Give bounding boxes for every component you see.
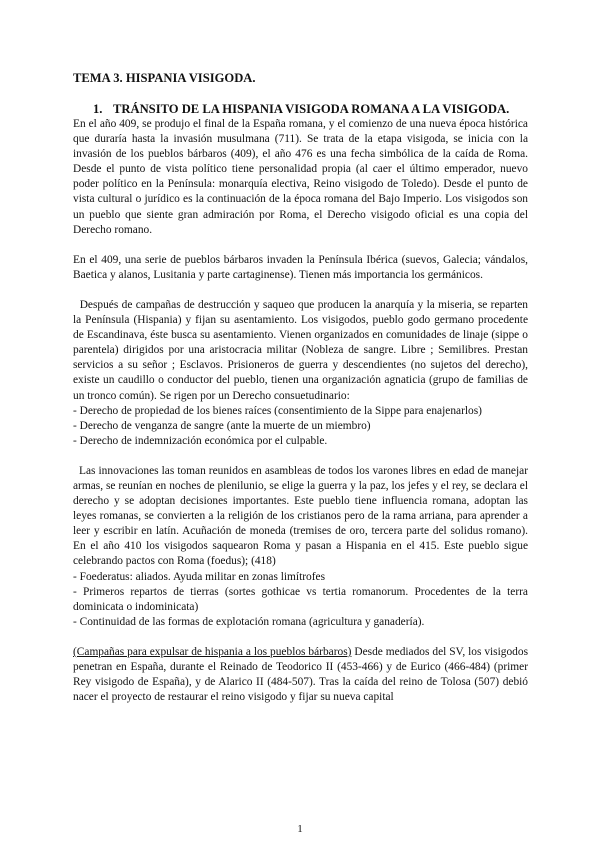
- paragraph-1: En el año 409, se produjo el final de la España romana, y el comienzo de una nueva época histórica que duraría hasta la invasión musulmana (711). Se trata de la etapa visigoda, se inicia con la invasión de los pueblos bárbaros (409), el año 476 es una fecha simbólica de la caída de Roma. Desde el punto de vista político tiene personalidad propia (al caer el último emperador, nuevo poder político en la Península: monarquía electiva, Reino visigodo de Toledo). Desde el punto de vista cultural o jurídico es la continuación de la época romana del Bajo Imperio. Los visigodos son un pueblo que siente gran admiración por Roma, el Derecho visigodo oficial es una copia del Derecho romano.: [73, 118, 528, 236]
- paragraph-4: [73, 464, 528, 570]
- underlined-heading: (Campañas para expulsar de hispania a los pueblos bárbaros): [73, 645, 352, 658]
- section-heading: [73, 101, 528, 117]
- paragraph-2: En el 409, una serie de pueblos bárbaros invaden la Península Ibérica (suevos, Galecia; vándalos, Baetica y alanos, Lusitania y parte cartaginense). Tienen más importancia los germánicos.: [73, 253, 528, 281]
- list-item: - Derecho de venganza de sangre (ante la muerte de un miembro): [73, 419, 371, 432]
- list-item: - Primeros repartos de tierras (sortes gothicae vs tertia romanorum. Procedentes de la terra dominicata o indominicata): [73, 585, 528, 613]
- list-item: - Derecho de indemnización económica por el culpable.: [73, 434, 328, 447]
- section-number: 1.: [93, 102, 103, 116]
- paragraph-5: [73, 645, 528, 705]
- list-item: - Foederatus: aliados. Ayuda militar en zonas limítrofes: [73, 570, 326, 583]
- paragraph-3-text: Después de campañas de destrucción y saqueo que producen la anarquía y la miseria, se reparten la Península (Hispania) y fijan su asentamiento. Los visigodos, pueblo godo germano procedente de Escandinava, éste busca su asentamiento. Vienen organizados en comunidades de linaje (sippe o parentela) dirigidos por una aristocracia militar (Nobleza de sangre. Libre ; Semilibres. Prestan servicios a su señor ; Esclavos. Prisioneros de guerra y descendientes (no sujetos del derecho), existe un caudillo o conductor del pueblo, tienen una organización agnaticia (grupo de familias de un tronco común). Se rigen por un Derecho consuetudinario:: [73, 298, 528, 402]
- paragraph-3: [73, 298, 528, 404]
- list-item: - Continuidad de las formas de explotación romana (agricultura y ganadería).: [73, 615, 425, 628]
- section-title: TRÁNSITO DE LA HISPANIA VISIGODA ROMANA A LA VISIGODA.: [113, 102, 510, 116]
- page-content: [73, 70, 528, 705]
- list-item: - Derecho de propiedad de los bienes raíces (consentimiento de la Sippe para enajenarlos): [73, 404, 482, 417]
- page-number: 1: [297, 823, 303, 835]
- paragraph-4-text: Las innovaciones las toman reunidos en asambleas de todos los varones libres en edad de manejar armas, se reunían en noches de plenilunio, se elige la guerra y la paz, los jefes y el rey, se declara el derecho y se adoptan decisiones importantes. Este pueblo tiene influencia romana, adoptan las leyes romanas, se convierten a la religión de los cristianos pero de la rama arriana, para aprender a leer y escribir en latín. Acuñación de moneda (tremises de oro, tercera parte del solidus romano). En el año 410 los visigodos saquearon Roma y pasan a Hispania en el 415. Este pueblo sigue celebrando pactos con Roma (foedus); (418): [73, 464, 528, 568]
- paragraph-5-text: Desde mediados del SV, los visigodos penetran en España, durante el Reinado de Teodorico II (453-466) y de Eurico (466-484) (primer Rey visigodo de España), y de Alarico II (484-507). Tras la caída del reino de Tolosa (507) debió nacer el proyecto de restaurar el reino visigodo y fijar su nueva capital: [73, 645, 528, 704]
- page-title: TEMA 3. HISPANIA VISIGODA.: [73, 71, 256, 85]
